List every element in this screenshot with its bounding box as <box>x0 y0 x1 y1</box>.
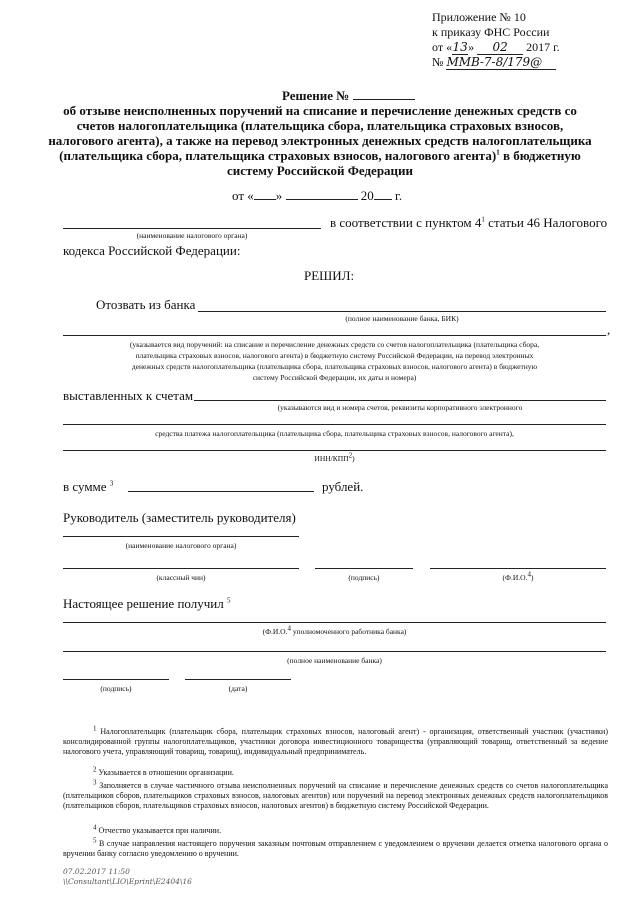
accounts-line <box>194 400 606 401</box>
bank-full-name-line <box>63 651 606 652</box>
orders-comma: , <box>607 322 611 337</box>
title-line-6: систему Российской Федерации <box>226 163 414 178</box>
receiver-sign-line <box>63 679 169 680</box>
sum-line <box>128 491 314 492</box>
head-org-line <box>63 536 299 537</box>
head-fio-line <box>430 568 606 569</box>
footnote-3: $^3$ Заполняется в случае частичного отзыва неисполненных поручений на списание и перечисление денежных средств со счетов налогоплательщика (плательщиков сборов, плательщиков страховых взносов, налоговых агентов) или поручений на перевод электронных денежных средств налогоплательщиков (плательщиков сборов, плательщиков страховых взносов, налоговых агентов) в бюджетную систему Российской Федерации. <box>63 778 608 810</box>
orders-caption-4: систему Российской Федерации, их даты и номера) <box>252 373 417 382</box>
rubles-label: рублей. <box>322 479 364 494</box>
orders-caption-1: (указывается вид поручений: на списание и перечисление денежных средств со счетов налогоплательщика (плательщика сбора, <box>129 340 540 349</box>
footnote-4: $^4$ Отчество указывается при наличии. <box>93 823 222 835</box>
appendix-month: 02 <box>477 40 523 55</box>
title-line-3: счетов налогоплательщика (плательщика сбора, плательщика страховых взносов, <box>76 118 564 133</box>
appendix-order: к приказу ФНС России <box>432 25 550 39</box>
orders-line <box>63 335 606 336</box>
recall-label: Отозвать из банка <box>96 297 196 312</box>
appendix-number: Приложение № 10 <box>432 10 526 24</box>
code-text: кодекса Российской Федерации: <box>63 243 241 258</box>
print-stamp-line-2: \\Consultant\LIO\Eprint\E2404\16 <box>63 877 192 886</box>
print-stamp-line-1: 07.02.2017 11:50 <box>63 867 130 876</box>
received-label: Настоящее решение получил $^5$ <box>63 596 231 611</box>
appendix-order-number: № ММВ-7-8/179@ <box>432 55 556 70</box>
receiver-sign-caption: (подпись) <box>100 684 132 693</box>
decision-date: от « » 20 г. <box>232 188 403 203</box>
inn-line <box>63 450 606 451</box>
decided-heading: РЕШИЛ: <box>304 268 355 283</box>
title-line-4: налогового агента), а также на перевод электронных денежных средств налогоплательщика <box>48 133 592 148</box>
receiver-date-caption: (дата) <box>228 684 248 693</box>
orders-caption-3: денежных средств налогоплательщика (плательщика сбора, плательщика страховых взносов, налогового агента) в бюджетную <box>131 362 538 371</box>
date-year-blank <box>374 199 392 200</box>
bank-name-line <box>198 311 606 312</box>
footnote-2: $^2$ Указывается в отношении организации. <box>93 765 234 777</box>
title-line-2: об отзыве неисполненных поручений на списание и перечисление денежных средств со <box>63 103 577 118</box>
head-label: Руководитель (заместитель руководителя) <box>63 510 296 525</box>
inn-caption: ИНН/КПП$^2$) <box>314 451 355 463</box>
appendix-day: 13 <box>452 40 468 54</box>
bank-name-caption: (полное наименование банка, БИК) <box>345 314 459 323</box>
footnote-1: $^1$ Налогоплательщик (плательщик сбора, плательщик страховых взносов, налоговый агент) - организация, ответственный участник (участники) консолидированной группы налогоплательщиков, участники договора инвестиционного товарищества (управляющий товарищ, ответственный за ведение налогового учета, управляющий товарищ, товарищ), индивидуальный предприниматель. <box>63 724 608 756</box>
date-day-blank <box>254 199 276 200</box>
receiver-date-line <box>185 679 291 680</box>
accordance-text: в соответствии с пунктом $4^1$ статьи 46 Налогового <box>330 215 608 230</box>
title-decision: Решение № <box>282 88 415 104</box>
sum-label: в сумме $^3$ <box>63 479 114 494</box>
accounts-caption: (указываются вид и номера счетов, реквизиты корпоративного электронного <box>277 403 523 412</box>
tax-authority-caption: (наименование налогового органа) <box>136 231 248 240</box>
head-fio-caption: (Ф.И.О.$^4$) <box>502 570 534 582</box>
head-sign-caption: (подпись) <box>348 573 380 582</box>
rank-caption: (классный чин) <box>156 573 206 582</box>
bank-full-name-caption: (полное наименование банка) <box>287 656 382 665</box>
date-month-blank <box>286 199 358 200</box>
rank-line <box>63 568 299 569</box>
title-line-5: (плательщика сбора, плательщика страховых взносов, налогового агента)$^1$ в бюджетную <box>59 148 581 163</box>
head-sign-line <box>315 568 413 569</box>
tax-authority-line <box>63 228 321 229</box>
means-line <box>63 424 606 425</box>
bank-worker-line <box>63 622 606 623</box>
footnote-5: $^5$ В случае направления настоящего поручения заказным почтовым отправлением с уведомлением о вручении делается отметка налогового органа о вручении банку согласно уведомлению о вручении. <box>63 836 608 858</box>
accounts-label: выставленных к счетам <box>63 388 194 403</box>
orders-caption-2: плательщика страховых взносов, налогового агента) в бюджетную систему Российской Федерации, на перевод электронных <box>135 351 534 360</box>
means-caption: средства платежа налогоплательщика (плательщика сбора, плательщика страховых взносов, налогового агента), <box>155 429 514 438</box>
bank-worker-caption: (Ф.И.О.$^4$ уполномоченного работника банка) <box>262 624 407 636</box>
appendix-number-value: ММВ-7-8/179@ <box>446 55 556 70</box>
appendix-date: от «13» 02 2017 г. <box>432 40 560 54</box>
decision-number-blank <box>353 99 415 100</box>
head-org-caption: (наименование налогового органа) <box>125 541 237 550</box>
